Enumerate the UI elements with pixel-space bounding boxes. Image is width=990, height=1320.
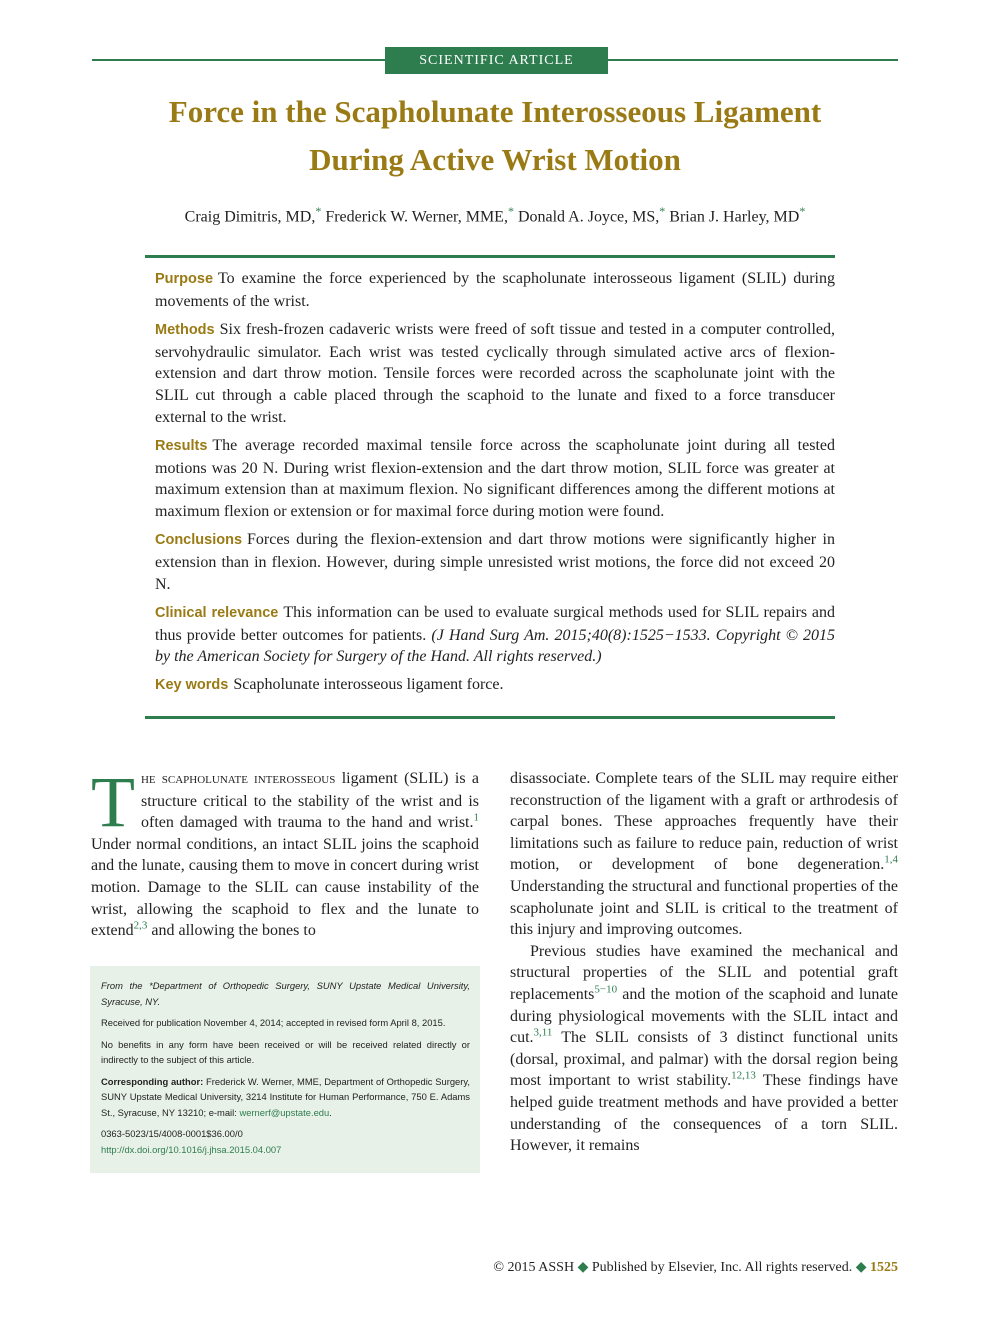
reference-link[interactable]: 3,11 (533, 1026, 553, 1039)
section-label: Purpose (155, 271, 214, 287)
body-column-left (91, 762, 480, 942)
section-label: Results (155, 437, 208, 454)
abstract-text: This information can be used to evaluate surgical methods used for SLIL repairs and thus provide better outcomes for patients. (155, 603, 836, 644)
reference-link[interactable]: 2,3 (133, 919, 148, 932)
body-column-right (510, 768, 898, 1157)
section-label: Clinical relevance (155, 604, 279, 621)
body-text: Under normal conditions, an intact SLIL joins the scaphoid and the lunate, causing them to move in concert during wrist motion. Damage to the SLIL can cause instability of the wrist, allowing the scaphoid to flex and the lunate to extend (91, 835, 479, 940)
abstract-keywords (155, 674, 835, 697)
abstract-text: Forces during the flexion-extension and dart throw motions were significantly higher in extension than in flexion. However, during simple unresisted wrist motions, the force did not exceed 20 N. (155, 531, 835, 593)
body-text: disassociate. Complete tears of the SLIL may require either reconstruction of the ligament with a graft or arthrodesis of carpal bones. These approaches frequently have their limitations such as failure to reduce pain, reduction of wrist motion, or development of bone degeneration. (510, 770, 898, 874)
body-text: Previous studies have examined the mechanical and structural properties of the SLIL and potential graft replacements (510, 942, 898, 1003)
footnote-affiliation: From the *Department of Orthopedic Surgery, SUNY Upstate Medical University, Syracuse, NY. (101, 980, 470, 1007)
body-text: and the motion of the scaphoid and lunate during physiological movements with the SLIL intact and cut. (510, 985, 898, 1047)
body-text: ligament (SLIL) is a structure critical to the stability of the wrist and is often damaged with trauma to the hand and wrist. (140, 770, 480, 832)
page-footer (493, 1259, 898, 1276)
section-label: Methods (155, 321, 215, 338)
email-link[interactable]: wernerf@upstate.edu (239, 1106, 330, 1118)
abstract-methods (155, 319, 835, 429)
abstract-text: The average recorded maximal tensile force across the scapholunate joint during all tested motions was 20 N. During wrist flexion-extension and the dart throw motion, SLIL force was greater at maximum extension than at maximum flexion. No significant differences among the different motions at maximum flexion or extension or for maximal force during motion were found. (155, 436, 835, 521)
diamond-separator-icon: ◆ (577, 1260, 589, 1275)
body-paragraph (91, 762, 480, 942)
article-footnote-box (90, 966, 480, 1173)
small-caps-lead: he scapholunate interosseous (140, 771, 336, 787)
body-text: The SLIL consists of 3 distinct functional units (dorsal, proximal, and palmar) with the dorsal region being most important to wrist stability. (510, 1029, 898, 1090)
abstract-text: Six fresh-frozen cadaveric wrists were freed of soft tissue and tested in a computer controlled, servohydraulic simulator. Each wrist was tested cyclically through simulated active arcs of flexion-extension and dart throw motion. Tensile forces were recorded across the scapholunate joint with the SLIL cut through a cable placed through the scaphoid to the lunate and fixed to a force transducer external to the wrist. (155, 320, 835, 426)
footnote-corresponding: Corresponding author: Frederick W. Werner, MME, Department of Orthopedic Surgery, SUNY Upstate Medical University, 3214 Institute for Human Performance, 750 E. Adams St., Syracuse, NY 13210; e-mail: wernerf@upstate.edu. (101, 1075, 470, 1118)
section-label: Conclusions (155, 532, 243, 549)
author-name: Frederick W. Werner, MME, (325, 208, 508, 226)
author-name: Brian J. Harley, MD (669, 208, 800, 226)
footnote-benefits: No benefits in any form have been received or will be received related directly or indirectly to the subject of this article. (101, 1038, 470, 1065)
footer-copyright: © 2015 ASSH (493, 1260, 575, 1275)
reference-link[interactable]: 1,4 (884, 854, 898, 867)
body-text: Understanding the structural and functional properties of the scapholunate joint and SLIL is critical to the treatment of this injury and improving outcomes. (510, 877, 898, 939)
issn-text: 0363-5023/15/4008-0001$36.00/0 (101, 1128, 243, 1139)
author-affiliation-mark[interactable]: * (799, 204, 806, 218)
corresponding-label: Corresponding author: (101, 1075, 204, 1087)
abstract-clinical-relevance (155, 602, 835, 668)
body-text: These findings have helped guide treatment methods and have provided a better understanding of the consequences of a torn SLIL. However, it remains (510, 1072, 898, 1155)
body-text: and allowing the bones to (151, 922, 316, 940)
author-list (60, 204, 930, 226)
doi-link[interactable]: http://dx.doi.org/10.1016/j.jhsa.2015.04.007 (101, 1143, 282, 1155)
article-title (60, 88, 930, 184)
title-line-2: During Active Wrist Motion (309, 142, 681, 177)
author-affiliation-mark[interactable]: * (507, 204, 514, 218)
footer-publisher: Published by Elsevier, Inc. All rights reserved. (591, 1260, 853, 1275)
keywords-text: Scapholunate interosseous ligament force. (233, 676, 504, 694)
abstract-rule-bottom (145, 716, 835, 719)
abstract-conclusions (155, 529, 835, 595)
abstract (155, 268, 835, 704)
page-number: 1525 (870, 1260, 898, 1275)
author-affiliation-mark[interactable]: * (315, 204, 322, 218)
author-affiliation-mark[interactable]: * (659, 204, 666, 218)
header-rule-right (608, 59, 898, 61)
abstract-rule-top (145, 255, 835, 258)
body-paragraph (510, 768, 898, 941)
header-rule-left (92, 59, 385, 61)
author-name: Donald A. Joyce, MS, (517, 208, 660, 226)
body-paragraph (510, 941, 898, 1157)
abstract-purpose (155, 268, 835, 312)
corresponding-text: Frederick W. Werner, MME, Department of Orthopedic Surgery, SUNY Upstate Medical University, 3214 Institute for Human Performance, 750 E. Adams St., Syracuse, NY 13210; e-mail: (101, 1075, 470, 1118)
article-type-tag: SCIENTIFIC ARTICLE (385, 47, 608, 74)
abstract-text: To examine the force experienced by the scapholunate interosseous ligament (SLIL) during movements of the wrist. (155, 270, 835, 310)
abstract-results (155, 435, 835, 523)
reference-link[interactable]: 5−10 (594, 983, 618, 996)
footnote-ids (101, 1126, 470, 1157)
drop-cap: T (91, 762, 135, 842)
title-line-1: Force in the Scapholunate Interosseous Ligament (168, 94, 822, 129)
journal-citation: (J Hand Surg Am. 2015;40(8):1525−1533. Copyright © 2015 by the American Society for Surgery of the Hand. All rights reserved.) (155, 626, 836, 666)
reference-link[interactable]: 1 (473, 811, 479, 824)
section-label: Key words (155, 677, 229, 694)
reference-link[interactable]: 12,13 (731, 1069, 756, 1082)
diamond-separator-icon: ◆ (855, 1260, 867, 1275)
author-name: Craig Dimitris, MD, (184, 208, 316, 226)
footnote-received: Received for publication November 4, 2014; accepted in revised form April 8, 2015. (101, 1017, 446, 1028)
